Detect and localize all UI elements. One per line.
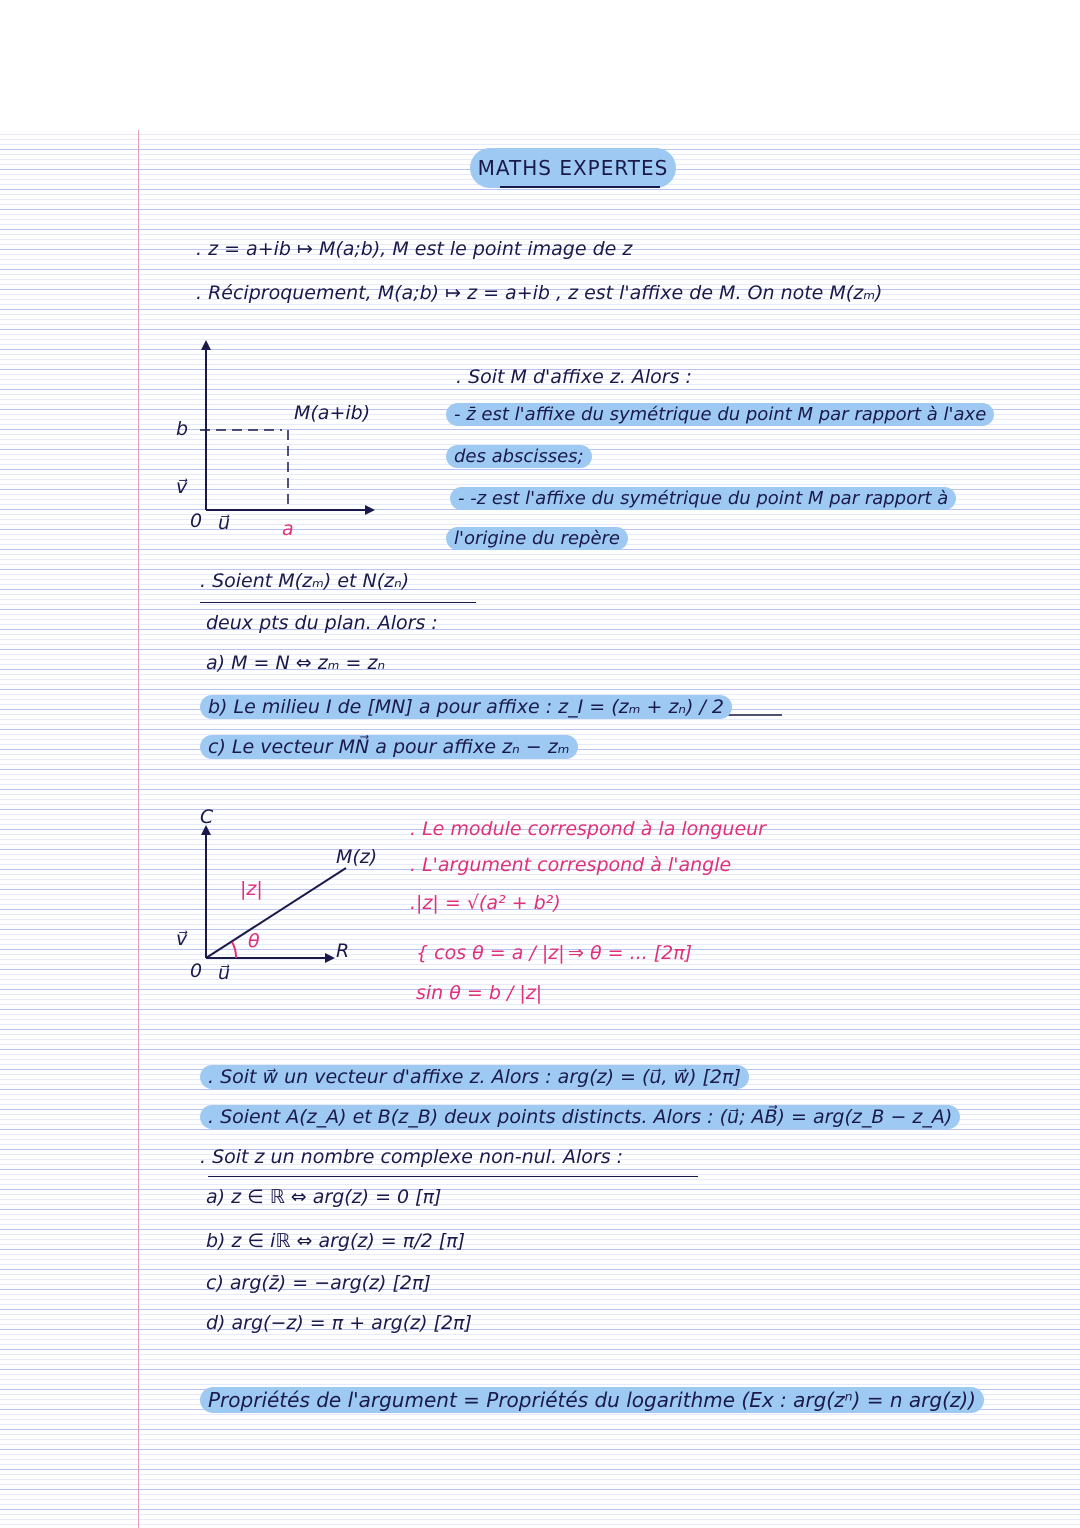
graph2-origin: 0: [190, 960, 203, 982]
graph2-modulus-label: |z|: [240, 878, 263, 900]
property-milieu: b) Le milieu I de [MN] a pour affixe : z_I = (zₘ + zₙ) / 2: [200, 696, 732, 718]
sin-formula: sin θ = b / |z|: [416, 982, 543, 1004]
graph2-r-label: R: [336, 940, 350, 962]
points-intro-2: deux pts du plan. Alors :: [206, 612, 438, 634]
argument-two-points: . Soient A(z_A) et B(z_B) deux points distincts. Alors : (u⃗; AB⃗) = arg(z_B − z_A): [200, 1106, 960, 1128]
argument-real: a) z ∈ ℝ ⇔ arg(z) = 0 [π]: [206, 1186, 442, 1208]
points-intro-1: . Soient M(zₘ) et N(zₙ): [200, 570, 410, 592]
argument-imaginary: b) z ∈ iℝ ⇔ arg(z) = π/2 [π]: [206, 1230, 465, 1252]
symmetry-item1a: - z̄ est l'affixe du symétrique du point M par rapport à l'axe: [446, 404, 994, 425]
graph2-u-label: u⃗: [218, 962, 231, 984]
argument-meaning: . L'argument correspond à l'angle: [410, 854, 732, 876]
symmetry-intro: . Soit M d'affixe z. Alors :: [456, 366, 692, 388]
page-title: MATHS EXPERTES: [470, 148, 676, 188]
graph1-a-label: a: [282, 518, 294, 540]
theta-result: ⇒ θ = ... [2π]: [568, 942, 693, 964]
definition-line-1: . z = a+ib ↦ M(a;b), M est le point image de z: [196, 238, 633, 260]
property-vector: c) Le vecteur MN⃗ a pour affixe zₙ − zₘ: [200, 736, 578, 758]
symmetry-item1b: des abscisses;: [446, 446, 592, 467]
argument-intro: . Soit z un nombre complexe non-nul. Alors :: [200, 1146, 624, 1168]
graph1-point-label: M(a+ib): [294, 402, 371, 424]
argument-opposite: d) arg(−z) = π + arg(z) [2π]: [206, 1312, 472, 1334]
graph1-v-label: v⃗: [176, 476, 188, 498]
graph2-v-label: v⃗: [176, 928, 188, 950]
cos-formula: { cos θ = a / |z|: [416, 942, 565, 964]
points-intro-underline: [200, 602, 476, 603]
definition-line-2: . Réciproquement, M(a;b) ↦ z = a+ib , z est l'affixe de M. On note M(zₘ): [196, 282, 883, 304]
graph2-x-arrow: [325, 953, 335, 963]
graph1-x-arrow: [365, 505, 375, 515]
graph1-origin: 0: [190, 510, 203, 532]
argument-vector: . Soit w⃗ un vecteur d'affixe z. Alors : arg(z) = (u⃗, w⃗) [2π]: [200, 1066, 749, 1088]
symmetry-item2a: - -z est l'affixe du symétrique du point M par rapport à: [450, 488, 956, 509]
modulus-formula: .|z| = √(a² + b²): [410, 892, 561, 914]
graph2-c-label: C: [200, 806, 214, 828]
graph1-y-arrow: [201, 340, 211, 350]
graph2-modulus-line: [206, 868, 346, 958]
module-meaning: . Le module correspond à la longueur: [410, 818, 766, 840]
argument-log-properties: Propriétés de l'argument = Propriétés du logarithme (Ex : arg(zⁿ) = n arg(z)): [200, 1388, 984, 1412]
graph1-u-label: u⃗: [218, 512, 231, 534]
symmetry-item2b: l'origine du repère: [446, 528, 628, 549]
graph2-angle-arc: [232, 942, 236, 958]
graph2-point-label: M(z): [336, 846, 378, 868]
graph2-angle-label: θ: [248, 930, 260, 952]
graph1-b-label: b: [176, 418, 189, 440]
property-equal: a) M = N ⇔ zₘ = zₙ: [206, 652, 386, 674]
argument-conjugate: c) arg(z̄) = −arg(z) [2π]: [206, 1272, 431, 1294]
argument-intro-underline: [208, 1176, 698, 1177]
